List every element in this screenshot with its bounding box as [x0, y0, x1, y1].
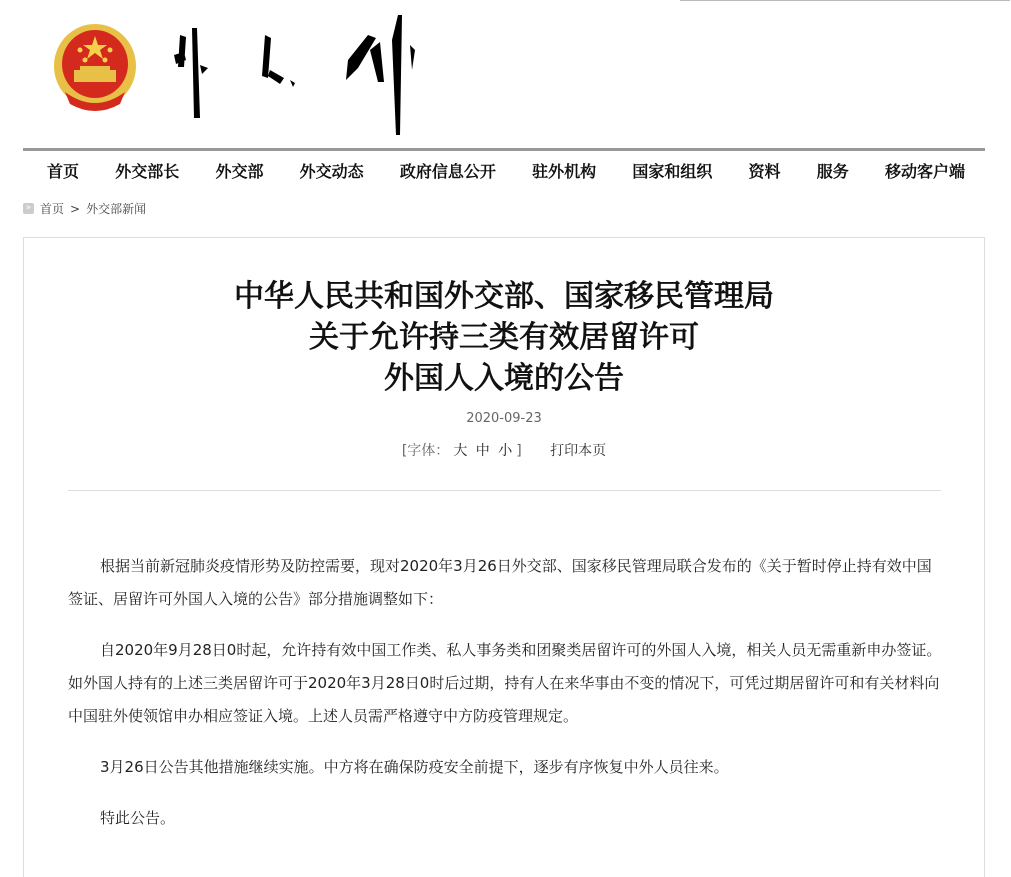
- nav-home[interactable]: 首页: [47, 161, 80, 181]
- nav-mobile[interactable]: 移动客户端: [884, 161, 965, 181]
- paragraph: 自2020年9月28日0时起，允许持有效中国工作类、私人事务类和团聚类居留许可的外国人入境，相关人员无需重新申办签证。如外国人持有的上述三类居留许可于2020年3月28日0时后过期，持有人在来华事由不变的情况下，可凭过期居留许可和有关材料向中国驻外使领馆申办相应签证入境。上述人员需严格遵守中方防疫管理规定。: [68, 641, 942, 725]
- font-small-button[interactable]: 小: [498, 443, 513, 459]
- breadcrumb-separator: >: [70, 201, 81, 216]
- nav-countries[interactable]: 国家和组织: [632, 161, 713, 181]
- font-medium-button[interactable]: 中: [475, 443, 490, 459]
- top-links-bar: [680, 0, 1010, 4]
- nav-diplomatic-news[interactable]: 外交动态: [299, 161, 364, 181]
- title-line: 关于允许持三类有效居留许可: [309, 320, 699, 355]
- title-line: 中华人民共和国外交部、国家移民管理局: [234, 279, 774, 314]
- national-emblem-icon[interactable]: [50, 22, 140, 114]
- breadcrumb: [23, 200, 146, 217]
- site-header: [0, 0, 1011, 150]
- title-line: 外国人入境的公告: [384, 361, 624, 396]
- breadcrumb-home[interactable]: 首页: [40, 202, 65, 216]
- paragraph: 根据当前新冠肺炎疫情形势及防控需要，现对2020年3月26日外交部、国家移民管理局联合发布的《关于暂时停止持有效中国签证、居留许可外国人入境的公告》部分措施调整如下：: [68, 557, 932, 608]
- article-body: [68, 550, 944, 853]
- nav-services[interactable]: 服务: [816, 161, 849, 181]
- divider: [68, 490, 941, 491]
- font-size-label: [字体：: [401, 443, 450, 459]
- article-title: [24, 276, 984, 399]
- nav-ministry[interactable]: 外交部: [215, 161, 264, 181]
- paragraph: 3月26日公告其他措施继续实施。中方将在确保防疫安全前提下，逐步有序恢复中外人员往来。: [100, 758, 729, 776]
- font-large-button[interactable]: 大: [453, 443, 468, 459]
- article-panel: [23, 237, 985, 877]
- font-size-close: ]: [516, 443, 522, 459]
- nav-resources[interactable]: 资料: [748, 161, 781, 181]
- publish-date: 2020-09-23: [466, 411, 542, 426]
- breadcrumb-current[interactable]: 外交部新闻: [86, 202, 147, 216]
- breadcrumb-arrow-icon: »: [23, 203, 34, 214]
- nav-minister[interactable]: 外交部长: [115, 161, 180, 181]
- nav-gov-info[interactable]: 政府信息公开: [399, 161, 496, 181]
- nav-missions[interactable]: 驻外机构: [532, 161, 597, 181]
- paragraph: 特此公告。: [100, 809, 176, 827]
- main-nav: [23, 152, 985, 188]
- article-tools: [24, 440, 984, 460]
- print-button[interactable]: 打印本页: [550, 443, 607, 459]
- mfa-calligraphy-logo[interactable]: [170, 10, 430, 135]
- nav-divider: [23, 148, 985, 151]
